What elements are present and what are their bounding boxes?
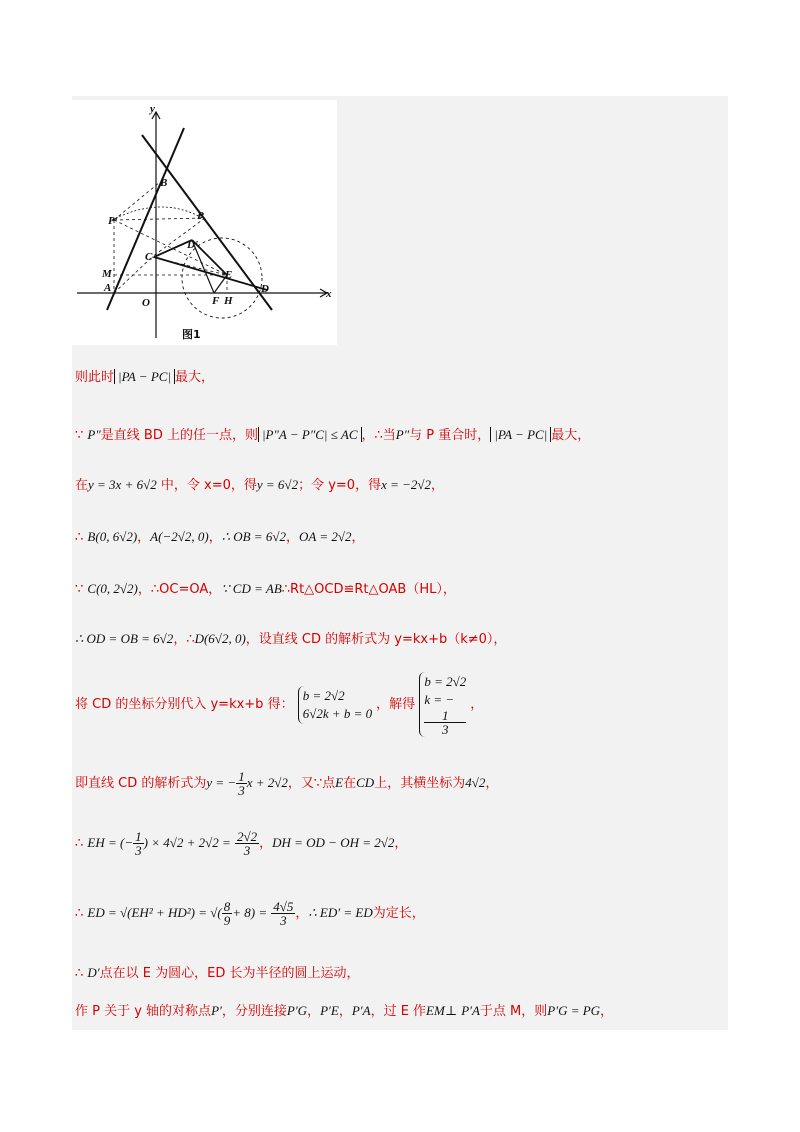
dash-pp-p — [114, 218, 205, 220]
text-line-7: 将 CD 的坐标分别代入 y=kx+b 得： b = 2√2 6√2k + b = 0 ，解得 b = 2√2 k = − 1 3 ， — [75, 674, 484, 737]
figure-caption: 图1 — [182, 328, 201, 341]
label-b: B — [160, 177, 168, 189]
text-line-9: ∴ EH = (− $\frac{1}{3}$ ) × 4√2 + 2√2 = $\frac{2√2}{3}$ ，DH = OD − OH = 2√2， — [75, 829, 408, 858]
label-pp: P' — [108, 215, 118, 227]
text-line-12: 作 P 关于 y 轴的对称点P′，分别连接P′G，P′E，P′A，过 E 作EM⊥ P′A于点 M，则P′G = PG， — [75, 1003, 614, 1019]
label-a: A — [104, 282, 112, 294]
text-line-2: ∵ P″是直线 BD 上的任一点，则 |P″A − P″C| ≤ AC ，∴当P″与 P 重合时， |PA − PC| 最大， — [75, 427, 591, 443]
label-y: y — [150, 103, 155, 115]
text-line-10: ∴ ED = √(EH² + HD²) = √( $\frac{8}{9}$ + 8) = $\frac{4√5}{3}$ ，∴ ED′ = ED为定长， — [75, 899, 425, 928]
label-p: P — [197, 210, 204, 222]
label-m: M — [102, 268, 112, 280]
system-2: b = 2√2 k = − 1 3 — [419, 672, 470, 737]
text-line-1: 则此时 |PA − PC| 最大， — [75, 369, 215, 385]
text-line-8: 即直线 CD 的解析式为y = − $\frac{1}{3}$ x + 2√2，又∵点E在CD上，其横坐标为4√2， — [75, 769, 499, 798]
text-line-4: ∴ B(0, 6√2)，A(−2√2, 0)，∴ OB = 6√2，OA = 2√2， — [75, 529, 365, 545]
figure-svg — [72, 100, 337, 345]
text-line-3: 在y = 3x + 6√2 中，令 x=0，得y = 6√2；令 y=0，得x = −2√2， — [75, 477, 445, 493]
line-bd — [142, 135, 272, 310]
text-line-11: ∴ D′点在以 E 为圆心，ED 长为半径的圆上运动， — [75, 965, 360, 981]
text-line-6: ∴ OD = OB = 6√2，∴D(6√2, 0)，设直线 CD 的解析式为 y=kx+b（k≠0）， — [75, 631, 507, 647]
geometry-figure — [72, 100, 337, 345]
label-o: O — [142, 297, 150, 309]
label-f: F — [212, 295, 220, 307]
label-d: D — [261, 283, 269, 295]
label-dp: D' — [187, 239, 198, 251]
label-e: E — [225, 269, 233, 281]
label-x: x — [326, 288, 332, 300]
system-1: b = 2√2 6√2k + b = 0 — [298, 686, 376, 724]
text-line-5: ∵ C(0, 2√2)，∴OC=OA，∵ CD = AB∴Rt△OCD≌Rt△OAB（HL）， — [75, 581, 456, 597]
label-c: C — [145, 251, 153, 263]
label-h: H — [224, 295, 233, 307]
